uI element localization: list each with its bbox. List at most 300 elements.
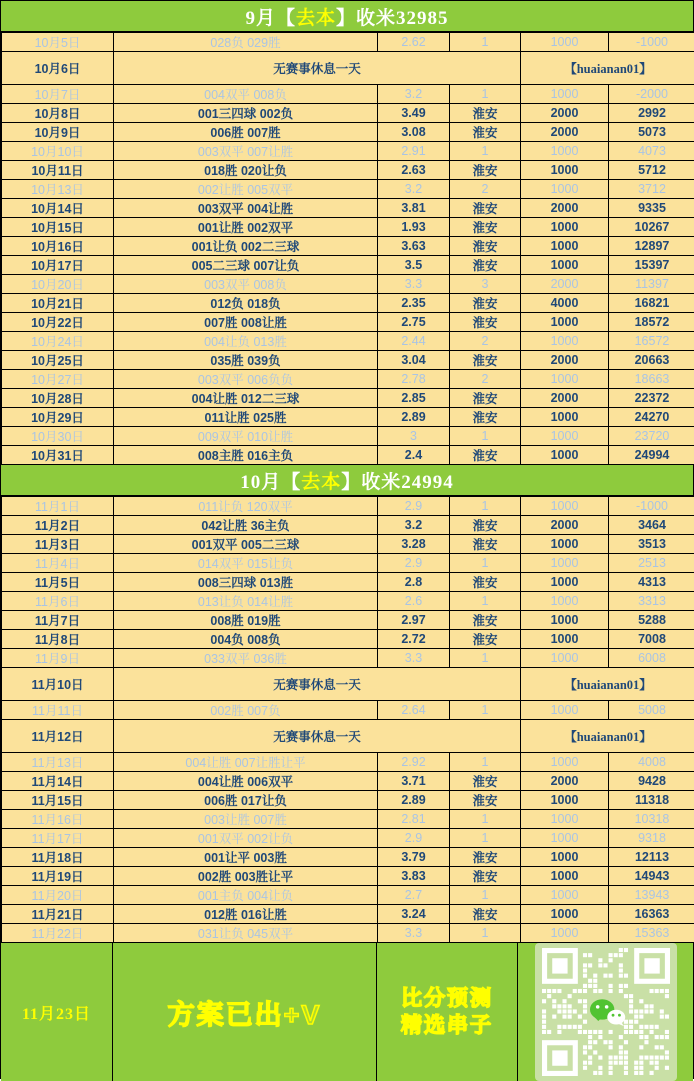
total-cell: 9428: [609, 772, 694, 791]
footer-date: 11月23日: [1, 943, 113, 1081]
total-cell: 12897: [609, 237, 694, 256]
stake-cell: 1000: [521, 427, 609, 446]
odds-cell: 3.83: [378, 867, 450, 886]
november-rows: [2, 497, 694, 943]
date-cell: 10月28日: [2, 389, 114, 408]
bet-cell: 007胜 008让胜: [114, 313, 378, 332]
flag-cell: 淮安: [450, 630, 521, 649]
stake-cell: 2000: [521, 275, 609, 294]
date-cell: 11月8日: [2, 630, 114, 649]
bet-record-row: [2, 753, 694, 772]
stake-cell: 1000: [521, 630, 609, 649]
bet-record-row: [2, 199, 694, 218]
bet-record-row: [2, 351, 694, 370]
total-cell: 18663: [609, 370, 694, 389]
bet-record-row: [2, 161, 694, 180]
bet-cell: 033双平 036胜: [114, 649, 378, 668]
date-cell: 11月12日: [2, 720, 114, 753]
section-header-october: [1, 465, 693, 496]
stake-cell: 1000: [521, 753, 609, 772]
header-text: 】收米24994: [341, 467, 454, 494]
footer-promo-text: 方案已出+V: [113, 943, 377, 1081]
wechat-qr-code-icon: [535, 943, 677, 1081]
total-cell: 10318: [609, 810, 694, 829]
bet-record-row: [2, 905, 694, 924]
flag-cell: 1: [450, 554, 521, 573]
bet-record-row: [2, 294, 694, 313]
bet-cell: 014双平 015让负: [114, 554, 378, 573]
bet-cell: 003双平 004让胜: [114, 199, 378, 218]
bet-record-row: [2, 313, 694, 332]
stake-cell: 1000: [521, 791, 609, 810]
odds-cell: 2.78: [378, 370, 450, 389]
flag-cell: 淮安: [450, 408, 521, 427]
total-cell: 9335: [609, 199, 694, 218]
stake-cell: 1000: [521, 701, 609, 720]
bet-cell: 002让胜 005双平: [114, 180, 378, 199]
bet-record-row: [2, 573, 694, 592]
stake-cell: 1000: [521, 867, 609, 886]
stake-cell: 2000: [521, 351, 609, 370]
bet-cell: 004让胜 007让胜让平: [114, 753, 378, 772]
total-cell: -1000: [609, 497, 694, 516]
flag-cell: 淮安: [450, 294, 521, 313]
november-results-table: [1, 496, 694, 943]
odds-cell: 1.93: [378, 218, 450, 237]
flag-cell: 1: [450, 85, 521, 104]
odds-cell: 2.75: [378, 313, 450, 332]
date-cell: 11月18日: [2, 848, 114, 867]
odds-cell: 2.9: [378, 554, 450, 573]
odds-cell: 2.92: [378, 753, 450, 772]
odds-cell: 3.71: [378, 772, 450, 791]
date-cell: 11月4日: [2, 554, 114, 573]
flag-cell: 1: [450, 592, 521, 611]
total-cell: 3712: [609, 180, 694, 199]
flag-cell: 1: [450, 886, 521, 905]
watermark-tag-cell: 【huaianan01】: [521, 52, 694, 85]
flag-cell: 淮安: [450, 161, 521, 180]
odds-cell: 2.4: [378, 446, 450, 465]
stake-cell: 1000: [521, 905, 609, 924]
footer-promo-band: [1, 943, 693, 1081]
date-cell: 10月15日: [2, 218, 114, 237]
bet-record-row: [2, 701, 694, 720]
bet-record-row: [2, 123, 694, 142]
total-cell: 23720: [609, 427, 694, 446]
bet-cell: 004双平 008负: [114, 85, 378, 104]
date-cell: 11月1日: [2, 497, 114, 516]
bet-cell: 002胜 003胜让平: [114, 867, 378, 886]
total-cell: 2992: [609, 104, 694, 123]
flag-cell: 淮安: [450, 123, 521, 142]
flag-cell: 1: [450, 753, 521, 772]
bet-cell: 004让负 013胜: [114, 332, 378, 351]
total-cell: -2000: [609, 85, 694, 104]
odds-cell: 3.04: [378, 351, 450, 370]
date-cell: 10月20日: [2, 275, 114, 294]
flag-cell: 1: [450, 427, 521, 446]
bet-cell: 035胜 039负: [114, 351, 378, 370]
date-cell: 11月20日: [2, 886, 114, 905]
flag-cell: 淮安: [450, 791, 521, 810]
bet-cell: 003双平 006负负: [114, 370, 378, 389]
odds-cell: 2.8: [378, 573, 450, 592]
flag-cell: 淮安: [450, 256, 521, 275]
odds-cell: 3.2: [378, 85, 450, 104]
flag-cell: 淮安: [450, 389, 521, 408]
bet-cell: 006胜 017让负: [114, 791, 378, 810]
flag-cell: 淮安: [450, 351, 521, 370]
bet-record-row: [2, 886, 694, 905]
date-cell: 11月22日: [2, 924, 114, 943]
bet-record-row: [2, 104, 694, 123]
stake-cell: 1000: [521, 649, 609, 668]
stake-cell: 1000: [521, 924, 609, 943]
date-cell: 10月22日: [2, 313, 114, 332]
bet-cell: 028负 029胜: [114, 33, 378, 52]
odds-cell: 2.62: [378, 33, 450, 52]
date-cell: 10月6日: [2, 52, 114, 85]
stake-cell: 1000: [521, 142, 609, 161]
odds-cell: 3.5: [378, 256, 450, 275]
odds-cell: 2.64: [378, 701, 450, 720]
flag-cell: 1: [450, 142, 521, 161]
bet-cell: 008三四球 013胜: [114, 573, 378, 592]
bet-cell: 001让胜 002双平: [114, 218, 378, 237]
flag-cell: 淮安: [450, 446, 521, 465]
header-text: 10月【: [240, 467, 301, 494]
bet-record-row: [2, 592, 694, 611]
bet-record-row: [2, 446, 694, 465]
bet-record-row: [2, 389, 694, 408]
total-cell: 15397: [609, 256, 694, 275]
bet-record-row: [2, 180, 694, 199]
stake-cell: 2000: [521, 199, 609, 218]
bet-record-row: [2, 408, 694, 427]
bet-record-row: [2, 516, 694, 535]
odds-cell: 3.3: [378, 275, 450, 294]
flag-cell: 淮安: [450, 516, 521, 535]
bet-record-row: [2, 256, 694, 275]
total-cell: 9318: [609, 829, 694, 848]
total-cell: 13943: [609, 886, 694, 905]
bet-record-row: [2, 848, 694, 867]
date-cell: 10月5日: [2, 33, 114, 52]
bet-record-row: [2, 649, 694, 668]
odds-cell: 2.85: [378, 389, 450, 408]
header-text: 9月【: [245, 3, 296, 30]
stake-cell: 2000: [521, 772, 609, 791]
odds-cell: 3.79: [378, 848, 450, 867]
date-cell: 10月24日: [2, 332, 114, 351]
flag-cell: 淮安: [450, 313, 521, 332]
odds-cell: 2.44: [378, 332, 450, 351]
bet-cell: 003让胜 007胜: [114, 810, 378, 829]
total-cell: 16572: [609, 332, 694, 351]
odds-cell: 3.3: [378, 924, 450, 943]
stake-cell: 1000: [521, 161, 609, 180]
flag-cell: 1: [450, 701, 521, 720]
odds-cell: 3.3: [378, 649, 450, 668]
bet-cell: 011让胜 025胜: [114, 408, 378, 427]
date-cell: 10月14日: [2, 199, 114, 218]
date-cell: 11月17日: [2, 829, 114, 848]
date-cell: 10月9日: [2, 123, 114, 142]
bet-cell: 003双平 007让胜: [114, 142, 378, 161]
watermark-tag-cell: 【huaianan01】: [521, 668, 694, 701]
bet-cell: 012负 018负: [114, 294, 378, 313]
rest-message-cell: 无赛事休息一天: [114, 720, 521, 753]
flag-cell: 淮安: [450, 218, 521, 237]
bet-cell: 002胜 007负: [114, 701, 378, 720]
flag-cell: 淮安: [450, 104, 521, 123]
total-cell: 5073: [609, 123, 694, 142]
flag-cell: 淮安: [450, 611, 521, 630]
bet-record-row: [2, 535, 694, 554]
stake-cell: 4000: [521, 294, 609, 313]
odds-cell: 3: [378, 427, 450, 446]
predict-line: 比分预测: [401, 985, 493, 1012]
bet-cell: 004让胜 012二三球: [114, 389, 378, 408]
total-cell: 15363: [609, 924, 694, 943]
bet-cell: 018胜 020让负: [114, 161, 378, 180]
date-cell: 10月29日: [2, 408, 114, 427]
total-cell: 18572: [609, 313, 694, 332]
bet-cell: 006胜 007胜: [114, 123, 378, 142]
flag-cell: 淮安: [450, 848, 521, 867]
bet-record-row: [2, 275, 694, 294]
flag-cell: 淮安: [450, 573, 521, 592]
bet-record-row: [2, 810, 694, 829]
bet-cell: 042让胜 36主负: [114, 516, 378, 535]
flag-cell: 1: [450, 649, 521, 668]
date-cell: 11月9日: [2, 649, 114, 668]
stake-cell: 1000: [521, 497, 609, 516]
date-cell: 11月15日: [2, 791, 114, 810]
date-cell: 11月6日: [2, 592, 114, 611]
stake-cell: 1000: [521, 573, 609, 592]
bet-record-row: [2, 924, 694, 943]
date-cell: 10月25日: [2, 351, 114, 370]
total-cell: 5712: [609, 161, 694, 180]
total-cell: 5288: [609, 611, 694, 630]
odds-cell: 3.2: [378, 180, 450, 199]
total-cell: 11318: [609, 791, 694, 810]
date-cell: 11月13日: [2, 753, 114, 772]
bet-cell: 008主胜 016主负: [114, 446, 378, 465]
odds-cell: 3.24: [378, 905, 450, 924]
stake-cell: 2000: [521, 123, 609, 142]
odds-cell: 3.81: [378, 199, 450, 218]
date-cell: 10月31日: [2, 446, 114, 465]
odds-cell: 2.9: [378, 829, 450, 848]
bet-cell: 001让平 003胜: [114, 848, 378, 867]
odds-cell: 2.35: [378, 294, 450, 313]
stake-cell: 1000: [521, 446, 609, 465]
date-cell: 11月21日: [2, 905, 114, 924]
stake-cell: 1000: [521, 810, 609, 829]
stake-cell: 1000: [521, 256, 609, 275]
stake-cell: 1000: [521, 408, 609, 427]
total-cell: 12113: [609, 848, 694, 867]
stake-cell: 1000: [521, 85, 609, 104]
total-cell: 7008: [609, 630, 694, 649]
date-cell: 11月2日: [2, 516, 114, 535]
total-cell: 3513: [609, 535, 694, 554]
watermark-tag-cell: 【huaianan01】: [521, 720, 694, 753]
date-cell: 11月7日: [2, 611, 114, 630]
bet-record-row: [2, 497, 694, 516]
odds-cell: 2.72: [378, 630, 450, 649]
stake-cell: 1000: [521, 592, 609, 611]
bet-record-row: [2, 33, 694, 52]
date-cell: 11月19日: [2, 867, 114, 886]
bet-cell: 004负 008负: [114, 630, 378, 649]
date-cell: 10月16日: [2, 237, 114, 256]
date-cell: 10月27日: [2, 370, 114, 389]
odds-cell: 3.49: [378, 104, 450, 123]
rest-day-row: [2, 720, 694, 753]
bet-record-row: [2, 85, 694, 104]
flag-cell: 淮安: [450, 905, 521, 924]
date-cell: 11月10日: [2, 668, 114, 701]
date-cell: 10月7日: [2, 85, 114, 104]
stake-cell: 1000: [521, 829, 609, 848]
bet-record-row: [2, 142, 694, 161]
bet-cell: 013让负 014让胜: [114, 592, 378, 611]
odds-cell: 2.89: [378, 408, 450, 427]
odds-cell: 2.6: [378, 592, 450, 611]
rest-message-cell: 无赛事休息一天: [114, 52, 521, 85]
total-cell: 20663: [609, 351, 694, 370]
date-cell: 11月3日: [2, 535, 114, 554]
stake-cell: 1000: [521, 237, 609, 256]
header-accent: 去本: [296, 3, 336, 30]
date-cell: 10月17日: [2, 256, 114, 275]
bet-cell: 012胜 016让胜: [114, 905, 378, 924]
bet-record-row: [2, 370, 694, 389]
stake-cell: 1000: [521, 33, 609, 52]
stake-cell: 2000: [521, 389, 609, 408]
header-accent: 去本: [301, 467, 341, 494]
bet-cell: 005二三球 007让负: [114, 256, 378, 275]
bet-cell: 011让负 120双平: [114, 497, 378, 516]
bet-cell: 001主负 004让负: [114, 886, 378, 905]
total-cell: 14943: [609, 867, 694, 886]
bet-record-row: [2, 829, 694, 848]
date-cell: 10月30日: [2, 427, 114, 446]
bet-cell: 001三四球 002负: [114, 104, 378, 123]
flag-cell: 淮安: [450, 199, 521, 218]
stake-cell: 1000: [521, 332, 609, 351]
date-cell: 10月21日: [2, 294, 114, 313]
odds-cell: 2.89: [378, 791, 450, 810]
total-cell: 24994: [609, 446, 694, 465]
total-cell: 22372: [609, 389, 694, 408]
flag-cell: 1: [450, 497, 521, 516]
flag-cell: 1: [450, 33, 521, 52]
stake-cell: 1000: [521, 848, 609, 867]
flag-cell: 淮安: [450, 237, 521, 256]
total-cell: 2513: [609, 554, 694, 573]
bet-cell: 008胜 019胜: [114, 611, 378, 630]
flag-cell: 2: [450, 180, 521, 199]
total-cell: 4073: [609, 142, 694, 161]
bet-record-row: [2, 867, 694, 886]
stake-cell: 2000: [521, 516, 609, 535]
stake-cell: 2000: [521, 104, 609, 123]
bet-cell: 001双平 002让负: [114, 829, 378, 848]
odds-cell: 2.7: [378, 886, 450, 905]
odds-cell: 2.81: [378, 810, 450, 829]
flag-cell: 1: [450, 829, 521, 848]
odds-cell: 3.63: [378, 237, 450, 256]
section-header-september: [1, 1, 693, 32]
bet-cell: 001让负 002二三球: [114, 237, 378, 256]
date-cell: 10月8日: [2, 104, 114, 123]
stake-cell: 1000: [521, 611, 609, 630]
flag-cell: 2: [450, 332, 521, 351]
odds-cell: 3.28: [378, 535, 450, 554]
date-cell: 11月14日: [2, 772, 114, 791]
total-cell: 4313: [609, 573, 694, 592]
total-cell: 11397: [609, 275, 694, 294]
stake-cell: 1000: [521, 313, 609, 332]
total-cell: 6008: [609, 649, 694, 668]
bet-record-row: [2, 772, 694, 791]
total-cell: 5008: [609, 701, 694, 720]
flag-cell: 3: [450, 275, 521, 294]
date-cell: 11月11日: [2, 701, 114, 720]
bet-record-row: [2, 218, 694, 237]
date-cell: 10月11日: [2, 161, 114, 180]
flag-cell: 淮安: [450, 772, 521, 791]
predict-line: 精选串子: [401, 1012, 493, 1039]
flag-cell: 淮安: [450, 535, 521, 554]
october-rows: [2, 33, 694, 465]
total-cell: 4008: [609, 753, 694, 772]
rest-day-row: [2, 52, 694, 85]
odds-cell: 2.9: [378, 497, 450, 516]
total-cell: 3464: [609, 516, 694, 535]
stake-cell: 1000: [521, 886, 609, 905]
total-cell: 16821: [609, 294, 694, 313]
bet-cell: 004让胜 006双平: [114, 772, 378, 791]
flag-cell: 2: [450, 370, 521, 389]
bet-record-row: [2, 554, 694, 573]
bet-cell: 031让负 045双平: [114, 924, 378, 943]
odds-cell: 2.97: [378, 611, 450, 630]
odds-cell: 2.63: [378, 161, 450, 180]
footer-qr-cell: [518, 943, 693, 1081]
stake-cell: 1000: [521, 180, 609, 199]
header-text: 】收米32985: [336, 3, 449, 30]
rest-day-row: [2, 668, 694, 701]
flag-cell: 1: [450, 810, 521, 829]
odds-cell: 3.2: [378, 516, 450, 535]
date-cell: 11月16日: [2, 810, 114, 829]
date-cell: 10月10日: [2, 142, 114, 161]
date-cell: 11月5日: [2, 573, 114, 592]
qr-pattern: [540, 948, 672, 1076]
bet-record-row: [2, 427, 694, 446]
total-cell: 16363: [609, 905, 694, 924]
bet-cell: 009双平 010让胜: [114, 427, 378, 446]
stake-cell: 1000: [521, 554, 609, 573]
odds-cell: 2.91: [378, 142, 450, 161]
october-results-table: [1, 32, 694, 465]
